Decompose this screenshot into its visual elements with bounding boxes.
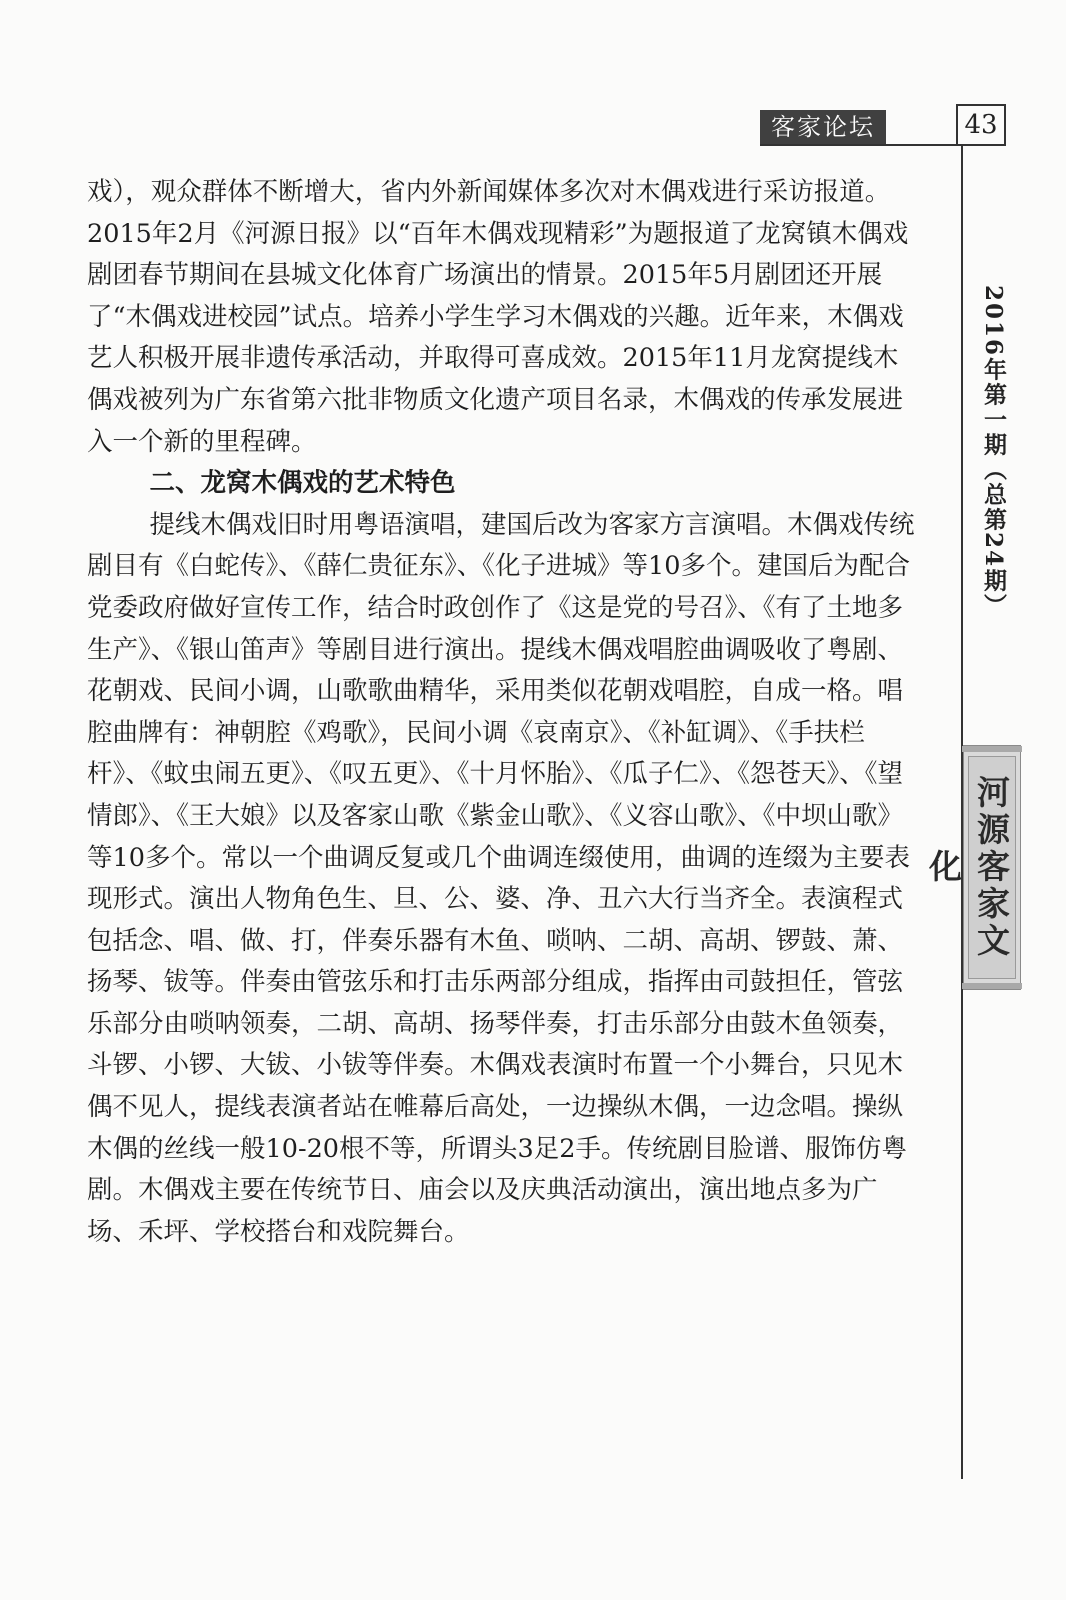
issue-label: 2016年第一期（总第24期） [980, 285, 1007, 619]
article-body [87, 172, 920, 1253]
seal-inner [924, 756, 1016, 979]
journal-name: 河源客家文化 [924, 775, 1011, 960]
page-number: 43 [956, 104, 1006, 146]
seal-cap-bottom [962, 983, 1022, 989]
paragraph: 戏），观众群体不断增大，省内外新闻媒体多次对木偶戏进行采访报道。2015年2月《河源日报》以“百年木偶戏现精彩”为题报道了龙窝镇木偶戏剧团春节期间在县城文化体育广场演出的情景。2015年5月剧团还开展了“木偶戏进校园”试点。培养小学生学习木偶戏的兴趣。近年来，木偶戏艺人积极开展非遗传承活动，并取得可喜成效。2015年11月龙窝提线木偶戏被列为广东省第六批非物质文化遗产项目名录，木偶戏的传承发展进入一个新的里程碑。 [87, 177, 909, 457]
paragraph: 提线木偶戏旧时用粤语演唱，建国后改为客家方言演唱。木偶戏传统剧目有《白蛇传》、《薛仁贵征东》、《化子进城》等10多个。建国后为配合党委政府做好宣传工作，结合时政创作了《这是党的号召》、《有了土地多生产》、《银山笛声》等剧目进行演出。提线木偶戏唱腔曲调吸收了粤剧、花朝戏、民间小调，山歌歌曲精华，采用类似花朝戏唱腔，自成一格。唱腔曲牌有：神朝腔《鸡歌》，民间小调《哀南京》、《补缸调》、《手扶栏杆》、《蚊虫闹五更》、《叹五更》、《十月怀胎》、《瓜子仁》、《怨苍天》、《望情郎》、《王大娘》以及客家山歌《紫金山歌》、《义容山歌》、《中坝山歌》等10多个。常以一个曲调反复或几个曲调连缀使用，曲调的连缀为主要表现形式。演出人物角色生、旦、公、婆、净、丑六大行当齐全。表演程式包括念、唱、做、打，伴奏乐器有木鱼、唢呐、二胡、高胡、锣鼓、萧、扬琴、钹等。伴奏由管弦乐和打击乐两部分组成，指挥由司鼓担任，管弦乐部分由唢呐领奏，二胡、高胡、扬琴伴奏，打击乐部分由鼓木鱼领奏，斗锣、小锣、大钹、小钹等伴奏。木偶戏表演时布置一个小舞台，只见木偶不见人，提线表演者站在帷幕后高处，一边操纵木偶，一边念唱。操纵木偶的丝线一般10-20根不等，所谓头3足2手。传统剧目脸谱、服饰仿粤剧。木偶戏主要在传统节日、庙会以及庆典活动演出，演出地点多为广场、禾坪、学校搭台和戏院舞台。 [87, 509, 915, 1247]
seal-cap-top [962, 746, 1022, 752]
section-heading: 二、龙窝木偶戏的艺术特色 [149, 468, 456, 499]
journal-seal [924, 745, 1021, 990]
section-title: 客家论坛 [760, 110, 886, 144]
header-rule [760, 144, 960, 146]
